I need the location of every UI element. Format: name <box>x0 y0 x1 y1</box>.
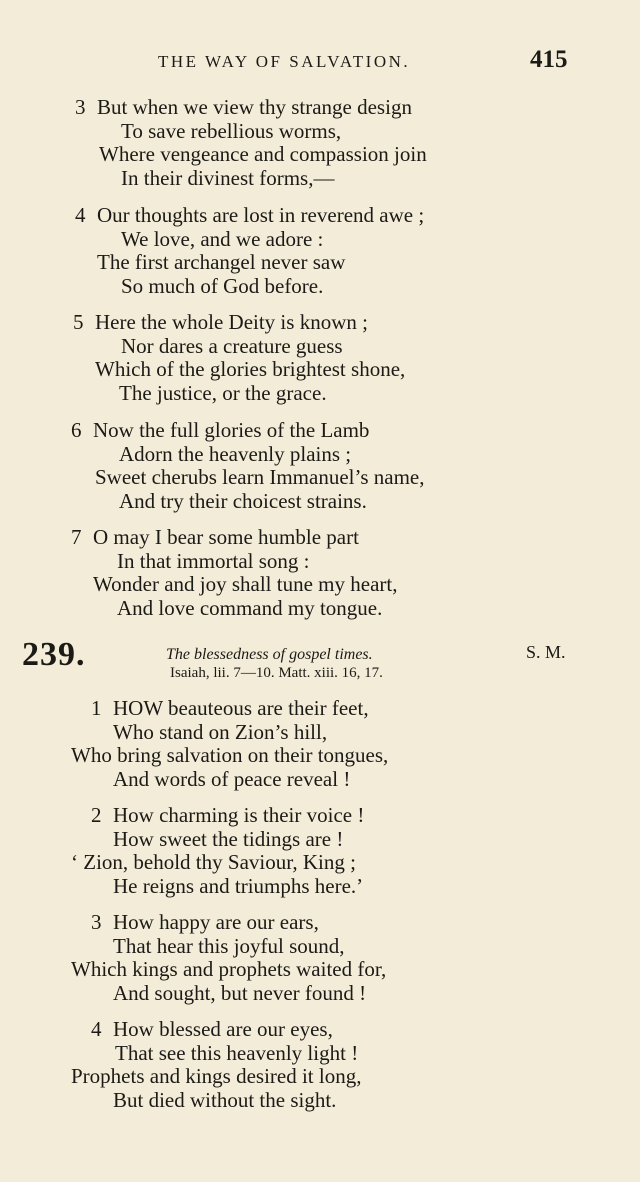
stanza-number: 4 <box>75 203 86 227</box>
verse-line: In that immortal song : <box>117 548 310 573</box>
verse-line: And try their choicest strains. <box>119 488 367 513</box>
verse-line: How blessed are our eyes, <box>113 1017 333 1041</box>
verse-line: Our thoughts are lost in reverend awe ; <box>97 203 425 227</box>
hymn-239-stanza-3 <box>71 911 386 1005</box>
stanza-number: 7 <box>71 525 82 549</box>
stanza-number: 3 <box>91 910 102 934</box>
stanza-number: 4 <box>91 1017 102 1041</box>
verse-line: We love, and we adore : <box>121 226 324 251</box>
running-title: THE WAY OF SALVATION. <box>158 52 411 71</box>
verse-line: To save rebellious worms, <box>121 118 342 143</box>
verse-line: Which of the glories brightest shone, <box>95 357 406 381</box>
stanza-number: 2 <box>91 803 102 827</box>
verse-line: That hear this joyful sound, <box>113 933 345 958</box>
verse-line: How sweet the tidings are ! <box>113 826 344 851</box>
stanza-number: 5 <box>73 310 84 334</box>
scripture-reference: Isaiah, lii. 7—10. Matt. xiii. 16, 17. <box>170 665 383 681</box>
hymn-238-stanza-4 <box>75 204 424 298</box>
verse-line: That see this heavenly light ! <box>115 1040 359 1065</box>
verse-line: ‘ Zion, behold thy Saviour, King ; <box>71 850 356 874</box>
hymn-238-stanza-5 <box>73 311 405 405</box>
verse-line: Where vengeance and compassion join <box>99 142 427 166</box>
verse-line: Sweet cherubs learn Immanuel’s name, <box>95 465 425 489</box>
stanza-number: 3 <box>75 95 86 119</box>
hymn-239-stanza-4 <box>71 1018 361 1112</box>
hymn-number: 239. <box>22 636 86 673</box>
verse-line: But when we view thy strange design <box>97 95 412 119</box>
verse-line: Wonder and joy shall tune my heart, <box>93 572 398 596</box>
verse-line: How charming is their voice ! <box>113 803 365 827</box>
verse-line: HOW beauteous are their feet, <box>113 696 369 720</box>
verse-line: Who bring salvation on their tongues, <box>71 743 389 767</box>
page-number: 415 <box>530 46 568 73</box>
hymn-meter: S. M. <box>526 642 566 662</box>
verse-line: Here the whole Deity is known ; <box>95 310 368 334</box>
verse-line: O may I bear some humble part <box>93 525 359 549</box>
hymn-238-stanza-3 <box>75 96 427 190</box>
hymn-238-stanza-7 <box>71 526 397 620</box>
hymn-239-stanza-1 <box>71 697 388 791</box>
hymn-239-stanza-2 <box>71 804 364 898</box>
verse-line: The first archangel never saw <box>97 250 346 274</box>
verse-line: Nor dares a creature guess <box>121 333 343 358</box>
page-header <box>0 46 640 82</box>
verse-line: So much of God before. <box>121 273 324 298</box>
verse-line: The justice, or the grace. <box>119 380 327 405</box>
verse-line: Now the full glories of the Lamb <box>93 418 370 442</box>
stanza-number: 6 <box>71 418 82 442</box>
stanza-number: 1 <box>91 696 102 720</box>
verse-line: How happy are our ears, <box>113 910 319 934</box>
verse-line: But died without the sight. <box>113 1087 337 1112</box>
hymn-title: The blessedness of gospel times. <box>166 646 373 663</box>
verse-line: Prophets and kings desired it long, <box>71 1064 362 1088</box>
verse-line: And sought, but never found ! <box>113 980 367 1005</box>
verse-line: Who stand on Zion’s hill, <box>113 719 328 744</box>
hymn-238-stanza-6 <box>71 419 424 513</box>
verse-line: And love command my tongue. <box>117 595 383 620</box>
verse-line: Adorn the heavenly plains ; <box>119 441 352 466</box>
verse-line: And words of peace reveal ! <box>113 766 351 791</box>
verse-line: Which kings and prophets waited for, <box>71 957 387 981</box>
verse-line: He reigns and triumphs here.’ <box>113 873 364 898</box>
verse-line: In their divinest forms,— <box>121 165 335 190</box>
